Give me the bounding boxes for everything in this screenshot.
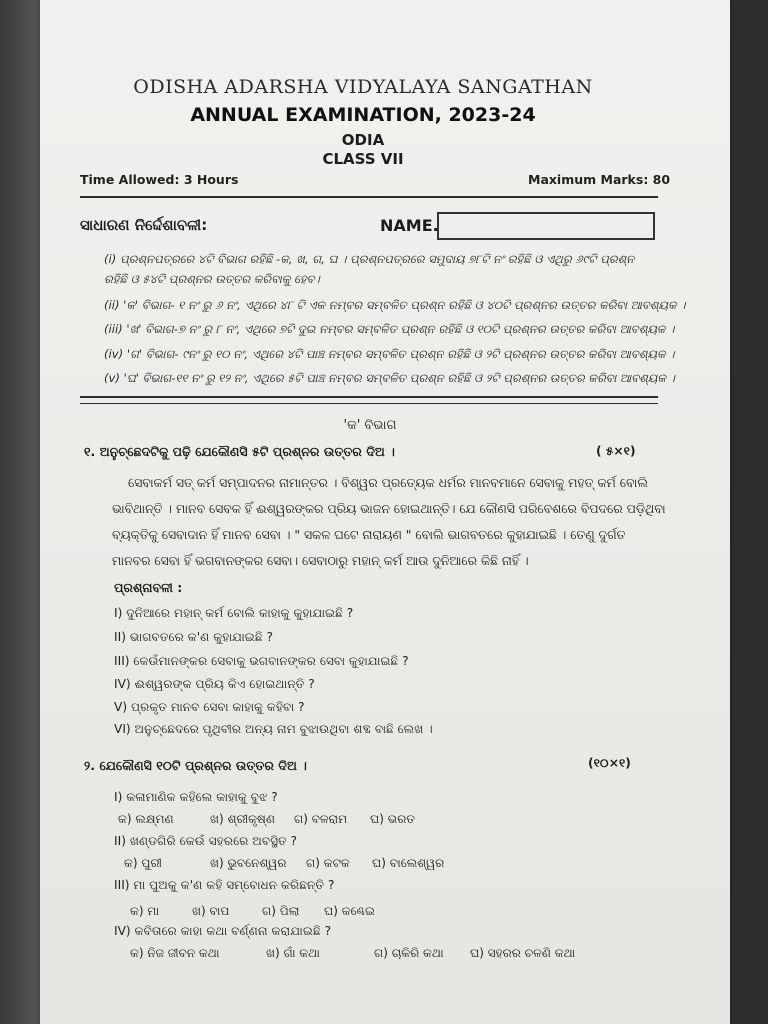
mcq-option: ଗ) କଟକ <box>306 856 350 870</box>
passage-line: ବ୍ୟକ୍ତିକୁ ସେବାଦାନ ହିଁ ମାନବ ସେବା । " ସକଳ ଘଟେ ନାରାୟଣ " ବୋଲି ଭାଗବତରେ କୁହାଯାଇଛି । ତେଣୁ ଦୁର୍ଗତ <box>112 527 626 542</box>
mcq-question: II) ଖଣ୍ଡଗିରି କେଉଁ ସହରରେ ଅବସ୍ଥିତ ? <box>114 834 298 848</box>
passage-line: ଭାବିଥାନ୍ତି । ମାନବ ସେବକ ହିଁ ଈଶ୍ୱରଙ୍କର ପ୍ରିୟ ଭାଜନ ହୋଇଥାନ୍ତି। ଯେ କୌଣସି ପରିବେଶରେ ବିପଦରେ ପଡ଼ିଥିବା <box>112 501 666 516</box>
question-1-heading: ୧. ଅନୁଚ୍ଛେଦଟିକୁ ପଢ଼ି ଯେକୌଣସି ୫ଟି ପ୍ରଶ୍ନର ଉତ୍ତର ଦିଅ । <box>84 444 395 459</box>
question-item: I) ଦୁନିଆରେ ମହାନ୍ କର୍ମ ବୋଲି କାହାକୁ କୁହାଯାଇଛି ? <box>114 606 354 620</box>
divider <box>80 196 658 198</box>
divider <box>80 396 658 404</box>
instruction-3: (iii) 'ଖ' ବିଭାଗ-୭ ନଂ ରୁ ୮ ନଂ, ଏଥିରେ ୭ଟି ଦୁଇ ନମ୍ବର ସମ୍ବଳିତ ପ୍ରଶ୍ନ ରହିଛି ଓ ୧୦ଟି ପ୍ରଶ୍ନର ଉତ୍ତର କରିବା ଆବଶ୍ୟକ । <box>104 322 675 336</box>
passage-line: ମାନବର ସେବା ହିଁ ଭଗବାନଙ୍କର ସେବା। ସେବାଠାରୁ ମହାନ୍ କର୍ମ ଆଉ ଦୁନିଆରେ କିଛି ନାହିଁ । <box>112 553 529 568</box>
mcq-option: ଗ) ପିଲା <box>262 904 300 918</box>
question-1-marks: ( ୫×୧) <box>596 444 636 458</box>
general-instructions-label: ସାଧାରଣ ନିର୍ଦ୍ଦେଶାବଳୀ: <box>80 216 208 234</box>
mcq-option: କ) ମା <box>130 904 160 918</box>
name-field[interactable] <box>437 212 655 240</box>
instruction-1-cont: ରହିଛି ଓ ୫୪ଟି ପ୍ରଶ୍ନର ଉତ୍ତର କରିବାକୁ ହେବ। <box>104 272 320 286</box>
instruction-2: (ii) 'କ' ବିଭାଗ- ୧ ନଂ ରୁ ୬ ନଂ, ଏଥିରେ ୪୮ ଟି ଏକ ନମ୍ବର ସମ୍ବଳିତ ପ୍ରଶ୍ନ ରହିଛି ଓ ୪୦ଟି ପ୍ରଶ୍ନର ଉତ୍ତର କରିବା ଆବଶ୍ୟକ । <box>104 298 686 312</box>
mcq-question: III) ମା ପୁଅକୁ କ'ଣ କହି ସମ୍ବୋଧନ କରିଛନ୍ତି ? <box>114 878 335 892</box>
question-2-heading: ୨. ଯେକୌଣସି ୧୦ଟି ପ୍ରଶ୍ନର ଉତ୍ତର ଦିଅ । <box>84 758 307 773</box>
mcq-option: କ) ଲକ୍ଷ୍ମଣ <box>118 812 174 826</box>
exam-title: ANNUAL EXAMINATION, 2023-24 <box>190 104 536 126</box>
mcq-question: I) କଳାମାଣିକ କହିଲେ କାହାକୁ ବୁଝ ? <box>114 790 278 804</box>
mcq-option: ଘ) ବାଲେଶ୍ୱର <box>372 856 445 870</box>
class-title: CLASS VII <box>322 150 404 168</box>
instruction-4: (iv) 'ଗ' ବିଭାଗ- ୯ନଂ ରୁ ୧୦ ନଂ, ଏଥିରେ ୪ଟି ପାଞ୍ଚ ନମ୍ବର ସମ୍ବଳିତ ପ୍ରଶ୍ନ ରହିଛି ଓ ୨ଟି ପ୍ରଶ୍ନର ଉତ୍ତର କରିବା ଆବଶ୍ୟକ । <box>104 347 675 361</box>
section-title: 'କ' ବିଭାଗ <box>343 418 397 433</box>
maximum-marks: Maximum Marks: 80 <box>528 172 671 187</box>
mcq-option: ଘ) ସହରର ଚଳଣି କଥା <box>470 946 576 960</box>
mcq-option: କ) ପୁରୀ <box>124 856 163 870</box>
mcq-option: ଖ) ବାପ <box>192 904 230 918</box>
mcq-option: ଘ) ଭରତ <box>370 812 415 826</box>
name-label: NAME. <box>380 216 439 235</box>
mcq-question: IV) କବିତାରେ କାହା କଥା ବର୍ଣ୍ଣନା କରାଯାଇଛି ? <box>114 924 332 938</box>
mcq-option: ଖ) ଗାଁ କଥା <box>266 946 320 960</box>
question-2-marks: (୧୦×୧) <box>588 756 631 770</box>
school-name: ODISHA ADARSHA VIDYALAYA SANGATHAN <box>133 76 593 98</box>
question-item: III) କେଉଁମାନଙ୍କର ସେବାକୁ ଭଗବାନଙ୍କର ସେବା କୁହାଯାଇଛି ? <box>114 654 409 668</box>
question-item: IV) ଈଶ୍ୱରଙ୍କ ପ୍ରିୟ କିଏ ହୋଇଥାନ୍ତି ? <box>114 677 315 691</box>
subject-title: ODIA <box>341 131 385 149</box>
questions-label: ପ୍ରଶ୍ନାବଳୀ : <box>114 580 183 595</box>
mcq-option: କ) ନିଜ ଜୀବନ କଥା <box>130 946 220 960</box>
question-item: II) ଭାଗବତରେ କ'ଣ କୁହାଯାଇଛି ? <box>114 630 273 644</box>
question-item: VI) ଅନୁଚ୍ଛେଦରେ ପୃଥିବୀର ଅନ୍ୟ ନାମ ବୁଝାଉଥିବା ଶବ୍ଦ ବାଛି ଲେଖ । <box>114 722 433 736</box>
question-item: V) ପ୍ରକୃତ ମାନବ ସେବା କାହାକୁ କହିବା ? <box>114 700 305 714</box>
mcq-option: ଘ) କଣ୍ଢେଇ <box>324 904 375 918</box>
mcq-option: ଗ) ଚାକିରି କଥା <box>374 946 444 960</box>
time-allowed: Time Allowed: 3 Hours <box>80 172 239 187</box>
instruction-5: (v) 'ଘ' ବିଭାଗ-୧୧ ନଂ ରୁ ୧୨ ନଂ, ଏଥିରେ ୫ଟି ପାଞ୍ଚ ନମ୍ବର ସମ୍ବଳିତ ପ୍ରଶ୍ନ ରହିଛି ଓ ୨ଟି ପ୍ରଶ୍ନର ଉତ୍ତର କରିବା ଆବଶ୍ୟକ । <box>104 371 675 385</box>
mcq-option: ଖ) ଶ୍ରୀକୃଷ୍ଣ <box>210 812 275 826</box>
passage-line: ସେବାକର୍ମ ସତ୍ କର୍ମ ସମ୍ପାଦନର ନାମାନ୍ତର । ବିଶ୍ୱର ପ୍ରତ୍ୟେକ ଧର୍ମର ମାନବମାନେ ସେବାକୁ ମହତ୍ କର୍ମ ବୋଲି <box>128 475 649 490</box>
instruction-1: (i) ପ୍ରଶ୍ନପତ୍ରରେ ୪ଟି ବିଭାଗ ରହିଛି -କ, ଖ, ଗ, ଘ । ପ୍ରଶ୍ନପତ୍ରରେ ସମୁଦାୟ ୭୮ଟି ନଂ ରହିଛି ଓ ଏଥିରୁ ୬୯ଟି ପ୍ରଶ୍ନ <box>104 252 635 266</box>
mcq-option: ଗ) ବଳରାମ <box>294 812 348 826</box>
mcq-option: ଖ) ଭୁବନେଶ୍ୱର <box>210 856 287 870</box>
